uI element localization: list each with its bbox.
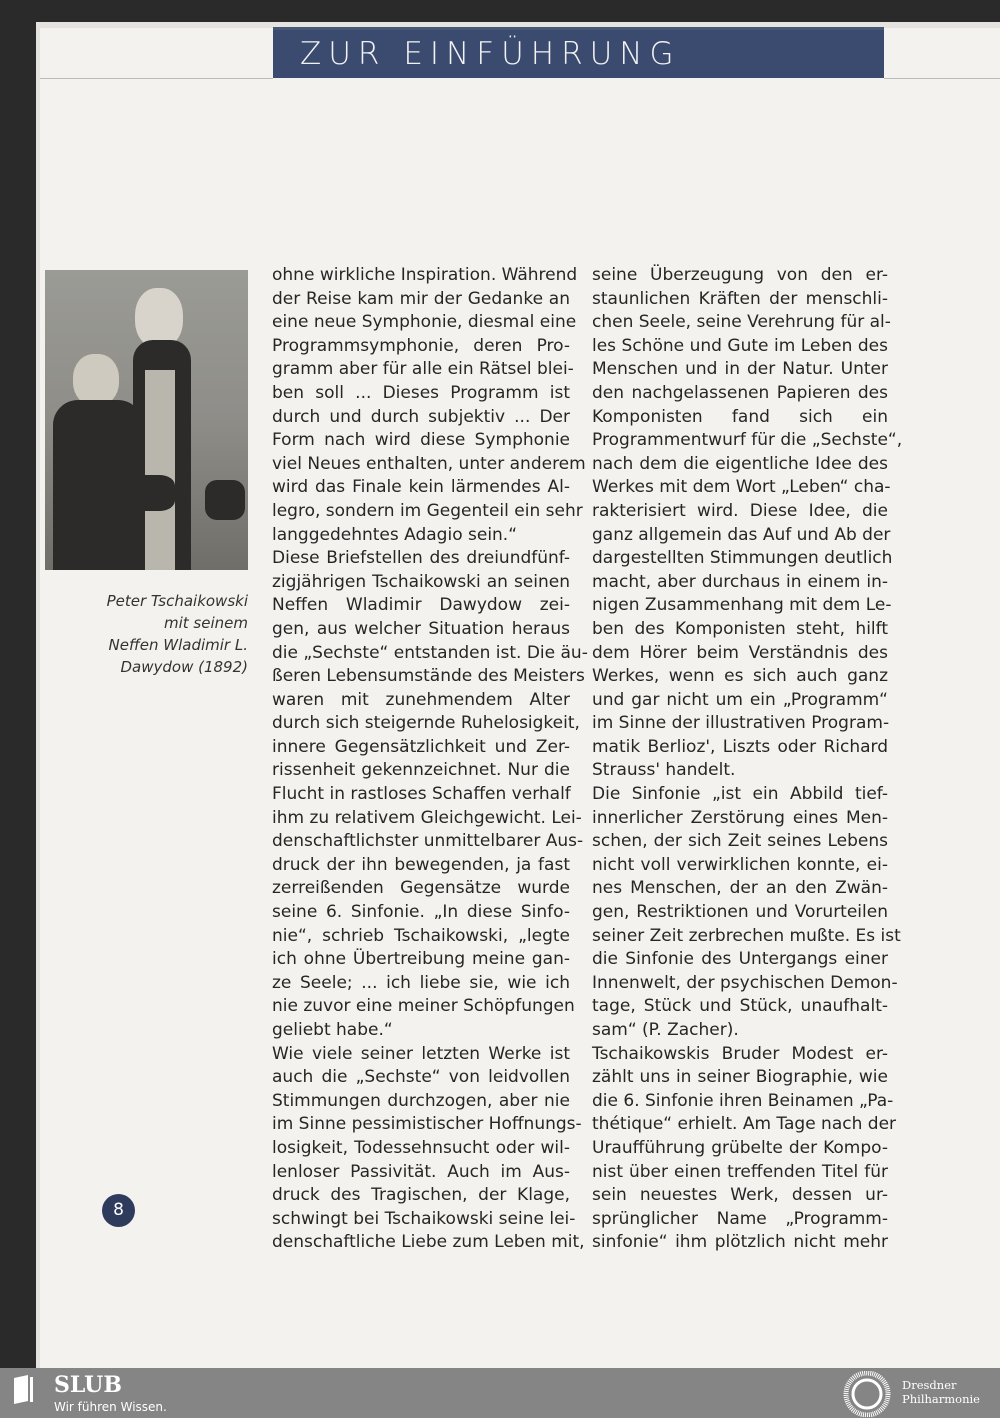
text-line: nie zuvor eine meiner Schöpfungen [272,996,575,1017]
slub-tagline: Wir führen Wissen. [54,1400,167,1414]
text-line: zigjährigen Tschaikowski an seinen [272,571,570,592]
text-line: viel Neues enthalten, unter anderem [272,453,586,474]
text-line: druck der ihn bewegenden, ja fast [272,854,570,875]
text-line: legro, sondern im Gegenteil ein sehr [272,500,583,521]
text-column-right [592,264,903,1255]
text-line: Programmentwurf für die „Sechste“, [592,430,903,451]
caption-line: mit seinem [164,614,248,632]
text-line: seiner Zeit zerbrechen mußte. Es ist [592,925,901,946]
text-line: denschaftlichster unmittelbarer Aus- [272,831,584,852]
text-line: Strauss' handelt. [592,760,736,781]
text-line: waren mit zunehmendem Alter [272,689,570,710]
text-line: nie“, schrieb Tschaikowski, „legte [272,925,570,946]
divider [884,78,1000,79]
text-line: innere Gegensätzlichkeit und Zer- [272,736,570,757]
text-line: ihm zu relativem Gleichgewicht. Lei- [272,807,582,828]
text-line: nist über einen treffenden Titel für [592,1161,888,1182]
text-line: dem Hörer beim Verständnis des [592,642,888,663]
footer-bar [0,1368,1000,1418]
text-line: rakterisiert wird. Diese Idee, die [592,500,888,521]
philharmonie-name [902,1378,980,1406]
paragraph [592,783,901,1043]
text-line: seine 6. Sinfonie. „In diese Sinfo- [272,902,570,923]
text-line: tage, Stück und Stück, unaufhalt- [592,996,888,1017]
text-line: seine Überzeugung von den er- [592,265,888,285]
photo-caption [60,590,248,678]
text-line: rissenheit gekennzeichnet. Nur die [272,760,570,781]
text-line: schen, der sich Zeit seines Lebens [592,831,888,852]
text-line: sinfonie“ ihm plötzlich nicht mehr [592,1232,888,1253]
text-line: Komponisten fand sich ein [592,406,888,427]
divider [40,78,273,79]
text-line: Form nach wird diese Symphonie [272,430,570,451]
page-number: 8 [102,1194,135,1227]
text-line: der Reise kam mir der Gedanke an [272,288,570,309]
text-line: Diese Briefstellen des dreiundfünf- [272,548,570,569]
text-column-left [272,264,588,1255]
text-line: Die Sinfonie „ist ein Abbild tief- [592,784,888,805]
text-line: Uraufführung grübelte der Kompo- [592,1137,888,1158]
text-line: im Sinne der illustrativen Program- [592,713,890,734]
caption-line: Dawydow (1892) [120,658,248,676]
paragraph [272,1043,585,1255]
text-line: Werkes, wenn es sich auch ganz [592,666,888,687]
text-line: ßeren Lebensumstände des Meisters [272,666,585,687]
text-line: nicht voll verwirklichen konnte, ei- [592,854,888,875]
paragraph [272,264,586,547]
text-line: die „Sechste“ entstanden ist. Die äu- [272,642,588,663]
text-line: Programmsymphonie, deren Pro- [272,335,570,356]
text-line: dargestellten Stimmungen deutlich [592,548,893,569]
text-line: ben soll ... Dieses Programm ist [272,382,570,403]
text-line: les Schöne und Gute im Leben des [592,335,888,356]
text-line: sein neuestes Werk, dessen ur- [592,1185,888,1206]
text-line: Flucht in rastloses Schaffen verhalf [272,784,571,805]
text-line: sprünglicher Name „Programm- [592,1208,888,1229]
text-line: druck des Tragischen, der Klage, [272,1185,570,1206]
text-line: im Sinne pessimistischer Hoffnungs- [272,1114,582,1135]
text-line: Menschen und in der Natur. Unter [592,359,888,380]
section-title: ZUR EINFÜHRUNG [300,36,681,72]
text-line: Stimmungen durchzogen, aber nie [272,1090,570,1111]
paragraph [592,264,903,783]
text-line: gramm aber für alle ein Rätsel blei- [272,359,574,380]
text-line: losigkeit, Todessehnsucht oder wil- [272,1137,570,1158]
paragraph [592,1043,897,1255]
text-line: sam“ (P. Zacher). [592,1020,739,1040]
slub-logo-text: SLUB [54,1372,122,1398]
text-line: auch die „Sechste“ von leidvollen [272,1067,570,1088]
text-line: zerreißenden Gegensätze wurde [272,878,570,899]
text-line: geliebt habe.“ [272,1020,393,1040]
text-line: nes Menschen, der an den Zwän- [592,878,888,899]
text-line: ganz allgemein das Auf und Ab der [592,524,891,545]
text-line: die Sinfonie des Untergangs einer [592,949,888,970]
text-line: Werkes mit dem Wort „Leben“ cha- [592,477,891,498]
partner-line: Philharmonie [902,1392,980,1406]
text-line: eine neue Symphonie, diesmal eine [272,312,577,333]
text-line: gen, aus welcher Situation heraus [272,618,570,639]
text-line: zählt uns in seiner Biographie, wie [592,1067,888,1088]
text-line: ohne wirkliche Inspiration. Während [272,265,578,285]
text-line: matik Berlioz', Liszts oder Richard [592,736,888,757]
section-header [273,30,884,78]
book-icon [12,1374,34,1404]
caption-line: Neffen Wladimir L. [108,636,248,654]
caption-line: Peter Tschaikowski [106,592,248,610]
text-line: nach dem die eigentliche Idee des [592,453,888,474]
text-line: durch und durch subjektiv ... Der [272,406,570,427]
text-line: chen Seele, seine Verehrung für al- [592,312,891,333]
philharmonie-logo-icon [842,1371,892,1417]
text-line: ze Seele; ... ich liebe sie, wie ich [272,972,570,993]
text-line: Tschaikowskis Bruder Modest er- [592,1043,888,1064]
text-line: schwingt bei Tschaikowski seine lei- [272,1208,576,1229]
text-line: den nachgelassenen Papieren des [592,382,888,403]
text-line: denschaftliche Liebe zum Leben mit, [272,1232,585,1253]
text-line: Neffen Wladimir Dawydow zei- [272,595,570,616]
text-line: Innenwelt, der psychischen Demon- [592,972,898,993]
text-line: wird das Finale kein lärmendes Al- [272,477,570,498]
paragraph [272,547,588,1042]
text-line: ich ohne Übertreibung meine gan- [272,949,570,970]
text-line: ben des Komponisten steht, hilft [592,618,888,639]
text-line: staunlichen Kräften der menschli- [592,288,888,309]
text-line: nigen Zusammenhang mit dem Le- [592,595,892,616]
text-line: macht, aber durchaus in einem in- [592,571,888,592]
text-line: und gar nicht um ein „Programm“ [592,689,888,710]
text-line: lenloser Passivität. Auch im Aus- [272,1161,570,1182]
text-line: langgedehntes Adagio sein.“ [272,524,518,545]
partner-line: Dresdner [902,1378,957,1392]
text-line: durch sich steigernde Ruhelosigkeit, [272,713,580,734]
portrait-photo [45,270,248,570]
text-line: Wie viele seiner letzten Werke ist [272,1043,570,1064]
text-line: die 6. Sinfonie ihren Beinamen „Pa- [592,1090,894,1111]
text-line: gen, Restriktionen und Vorurteilen [592,902,888,923]
text-line: thétique“ erhielt. Am Tage nach der [592,1114,897,1135]
text-line: innerlicher Zerstörung eines Men- [592,807,888,828]
